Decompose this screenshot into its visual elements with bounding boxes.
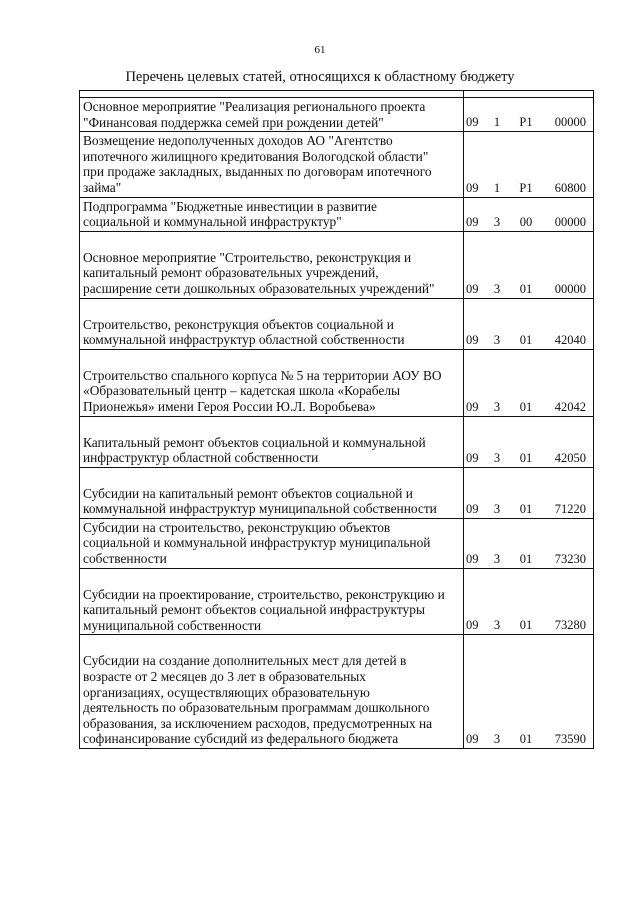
code-parts bbox=[464, 282, 592, 297]
code-c2: 3 bbox=[493, 214, 501, 229]
description-line: софинансирование субсидий из федерального бюджета bbox=[83, 731, 399, 747]
code-c2: 3 bbox=[493, 618, 501, 633]
description-line: образования, за исключением расходов, предусмотренных на bbox=[83, 715, 433, 731]
row-description bbox=[80, 568, 464, 635]
description-line: Субсидии на строительство, реконструкцию объектов bbox=[83, 519, 391, 535]
description-line: организациях, осуществляющих образовательную bbox=[83, 684, 370, 700]
code-c3: P1 bbox=[519, 115, 533, 130]
row-description bbox=[80, 132, 464, 197]
description-line: инфраструктур областной собственности bbox=[83, 450, 319, 466]
row-description bbox=[80, 98, 464, 132]
table-row bbox=[80, 467, 594, 518]
table-top-spacer bbox=[80, 91, 594, 98]
table-row bbox=[80, 349, 594, 416]
code-c2: 3 bbox=[493, 399, 501, 414]
row-code bbox=[464, 568, 594, 635]
code-c4: 42040 bbox=[554, 332, 586, 347]
code-c4: 00000 bbox=[554, 214, 586, 229]
code-c3: 01 bbox=[519, 450, 533, 465]
code-parts bbox=[464, 552, 592, 567]
code-c2: 3 bbox=[493, 501, 501, 516]
code-c2: 1 bbox=[493, 180, 501, 195]
description-line: Субсидии на капитальный ремонт объектов социальной и bbox=[83, 485, 413, 501]
code-c1: 09 bbox=[466, 399, 479, 414]
code-c4: 73230 bbox=[554, 551, 586, 566]
code-c2: 3 bbox=[493, 551, 501, 566]
code-parts bbox=[464, 115, 592, 130]
code-c4: 73590 bbox=[554, 732, 586, 746]
row-code bbox=[464, 132, 594, 197]
code-c3: 01 bbox=[519, 332, 533, 347]
table-row bbox=[80, 416, 594, 467]
code-c4: 00000 bbox=[554, 115, 586, 130]
spacer-cell bbox=[80, 91, 464, 98]
code-c3: P1 bbox=[519, 180, 533, 195]
description-line: социальной и коммунальной инфраструктур" bbox=[83, 214, 342, 230]
row-description bbox=[80, 467, 464, 518]
code-parts bbox=[464, 181, 592, 196]
page-title: Перечень целевых статей, относящихся к областному бюджету bbox=[125, 69, 515, 85]
target-articles-table bbox=[79, 90, 594, 749]
code-parts bbox=[464, 451, 592, 466]
description-line: при продаже закладных, выданных по договорам ипотечного bbox=[83, 164, 432, 180]
code-c1: 09 bbox=[466, 180, 479, 195]
table-row bbox=[80, 635, 594, 749]
row-code bbox=[464, 416, 594, 467]
row-description bbox=[80, 416, 464, 467]
row-description bbox=[80, 197, 464, 231]
description-line: Прионежья» имени Героя России Ю.Л. Воробьева» bbox=[83, 398, 376, 414]
row-code bbox=[464, 231, 594, 298]
code-c3: 00 bbox=[519, 214, 533, 229]
table-row bbox=[80, 98, 594, 132]
table-row bbox=[80, 518, 594, 568]
row-code bbox=[464, 518, 594, 568]
code-c3: 01 bbox=[519, 501, 533, 516]
code-c1: 09 bbox=[466, 281, 479, 296]
row-description bbox=[80, 298, 464, 349]
code-c4: 42042 bbox=[554, 399, 586, 414]
description-line: Субсидии на создание дополнительных мест для детей в bbox=[83, 653, 407, 669]
description-line: муниципальной собственности bbox=[83, 617, 261, 633]
row-description bbox=[80, 635, 464, 749]
table-row bbox=[80, 231, 594, 298]
row-code bbox=[464, 98, 594, 132]
code-c1: 09 bbox=[466, 450, 479, 465]
code-c3: 01 bbox=[519, 732, 533, 746]
description-line: деятельность по образовательным программам дошкольного bbox=[83, 700, 430, 716]
code-c4: 42050 bbox=[554, 450, 586, 465]
description-line: Строительство, реконструкция объектов социальной и bbox=[83, 316, 394, 332]
description-line: капитальный ремонт образовательных учреждений, bbox=[83, 265, 379, 281]
description-line: возрасте от 2 месяцев до 3 лет в образовательных bbox=[83, 669, 366, 685]
description-line: коммунальной инфраструктур муниципальной собственности bbox=[83, 501, 437, 517]
description-line: Субсидии на проектирование, строительство, реконструкцию и bbox=[83, 586, 445, 602]
row-description bbox=[80, 518, 464, 568]
row-code bbox=[464, 635, 594, 749]
page-number: 61 bbox=[314, 44, 326, 56]
code-c1: 09 bbox=[466, 214, 479, 229]
code-c2: 3 bbox=[493, 332, 501, 347]
code-c2: 3 bbox=[493, 732, 501, 746]
row-code bbox=[464, 467, 594, 518]
description-line: собственности bbox=[83, 551, 167, 567]
table-row bbox=[80, 568, 594, 635]
code-parts bbox=[464, 400, 592, 415]
table-row bbox=[80, 132, 594, 197]
description-line: Подпрограмма "Бюджетные инвестиции в развитие bbox=[83, 198, 377, 214]
description-line: коммунальной инфраструктур областной собственности bbox=[83, 332, 405, 348]
code-c3: 01 bbox=[519, 399, 533, 414]
description-line: «Образовательный центр – кадетская школа «Корабелы bbox=[83, 383, 400, 399]
row-description bbox=[80, 231, 464, 298]
code-c4: 71220 bbox=[554, 501, 586, 516]
description-line: Строительство спального корпуса № 5 на территории АОУ ВО bbox=[83, 367, 442, 383]
table-body bbox=[80, 98, 594, 749]
code-parts bbox=[464, 215, 592, 230]
description-line: капитальный ремонт объектов социальной инфраструктуры bbox=[83, 602, 425, 618]
code-c1: 09 bbox=[466, 332, 479, 347]
code-c4: 60800 bbox=[554, 180, 586, 195]
code-c2: 1 bbox=[493, 115, 501, 130]
row-code bbox=[464, 298, 594, 349]
code-c3: 01 bbox=[519, 551, 533, 566]
code-c1: 09 bbox=[466, 732, 479, 746]
code-parts bbox=[464, 502, 592, 517]
description-line: Основное мероприятие "Строительство, реконструкция и bbox=[83, 249, 412, 265]
code-c1: 09 bbox=[466, 501, 479, 516]
code-c3: 01 bbox=[519, 618, 533, 633]
description-line: Основное мероприятие "Реализация регионального проекта bbox=[83, 99, 426, 114]
row-description bbox=[80, 349, 464, 416]
table-row bbox=[80, 197, 594, 231]
code-c4: 73280 bbox=[554, 618, 586, 633]
description-line: ипотечного жилищного кредитования Вологодской области" bbox=[83, 148, 429, 164]
code-c2: 3 bbox=[493, 281, 501, 296]
description-line: расширение сети дошкольных образовательных учреждений" bbox=[83, 280, 435, 296]
code-c1: 09 bbox=[466, 618, 479, 633]
code-c3: 01 bbox=[519, 281, 533, 296]
spacer-cell bbox=[464, 91, 594, 98]
row-code bbox=[464, 197, 594, 231]
code-c2: 3 bbox=[493, 450, 501, 465]
code-c4: 00000 bbox=[554, 281, 586, 296]
description-line: Возмещение недополученных доходов АО "Агентство bbox=[83, 133, 393, 149]
code-c1: 09 bbox=[466, 115, 479, 130]
description-line: "Финансовая поддержка семей при рождении детей" bbox=[83, 114, 384, 130]
table-row bbox=[80, 298, 594, 349]
code-parts bbox=[464, 618, 592, 633]
code-parts bbox=[464, 333, 592, 348]
description-line: Капитальный ремонт объектов социальной и коммунальной bbox=[83, 434, 426, 450]
code-parts bbox=[464, 732, 592, 747]
code-c1: 09 bbox=[466, 551, 479, 566]
row-code bbox=[464, 349, 594, 416]
description-line: социальной и коммунальной инфраструктур муниципальной bbox=[83, 535, 431, 551]
description-line: займа" bbox=[83, 179, 122, 195]
